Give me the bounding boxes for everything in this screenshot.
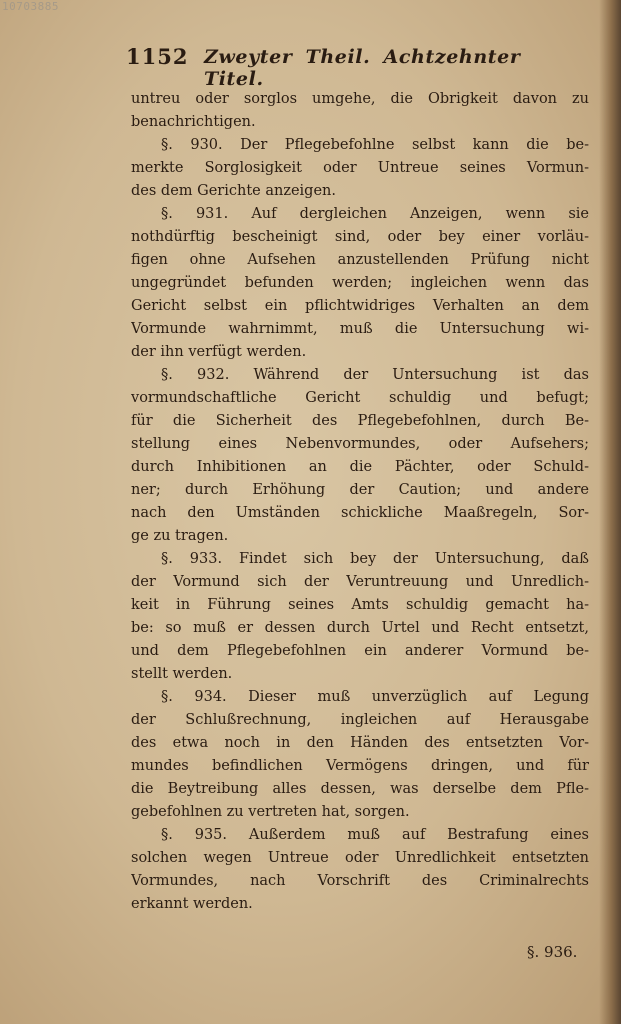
text-line: untreu oder sorglos umgehe, die Obrigkeit davon zu xyxy=(131,91,589,107)
page-header xyxy=(126,40,566,90)
page-edge-shadow xyxy=(599,0,621,1024)
text-line: des dem Gerichte anzeigen. xyxy=(131,183,336,199)
text-line: und dem Pflegebefohlnen ein anderer Vormund be- xyxy=(131,643,589,659)
text-line: nach den Umständen schickliche Maaßregeln, Sor- xyxy=(131,505,589,521)
text-line: keit in Führung seines Amts schuldig gemacht ha- xyxy=(131,597,589,613)
text-line: ner; durch Erhöhung der Caution; und andere xyxy=(131,482,589,498)
text-line: nothdürftig bescheinigt sind, oder bey einer vorläu- xyxy=(131,229,589,245)
text-line: merkte Sorglosigkeit oder Untreue seines Vormun- xyxy=(131,160,589,176)
paragraph-931-start: §. 931. Auf dergleichen Anzeigen, wenn sie xyxy=(161,206,589,222)
text-line: stellung eines Nebenvormundes, oder Aufsehers; xyxy=(131,436,589,452)
paragraph-933-start: §. 933. Findet sich bey der Untersuchung, daß xyxy=(161,551,589,567)
text-line: der ihn verfügt werden. xyxy=(131,344,307,360)
paragraph-930-start: §. 930. Der Pflegebefohlne selbst kann die be- xyxy=(161,137,589,153)
text-line: für die Sicherheit des Pflegebefohlnen, durch Be- xyxy=(131,413,589,429)
paragraph-932-start: §. 932. Während der Untersuchung ist das xyxy=(161,367,589,383)
text-line: Vormunde wahrnimmt, muß die Untersuchung wi- xyxy=(131,321,589,337)
text-line: durch Inhibitionen an die Pächter, oder Schuld- xyxy=(131,459,589,475)
text-line: des etwa noch in den Händen des entsetzten Vor- xyxy=(131,735,589,751)
running-head: Zweyter Theil. Achtzehnter Titel. xyxy=(204,46,521,90)
text-line: mundes befindlichen Vermögens dringen, und für xyxy=(131,758,589,774)
paragraph-935-start: §. 935. Außerdem muß auf Bestrafung eines xyxy=(161,827,589,843)
text-line: gebefohlnen zu vertreten hat, sorgen. xyxy=(131,804,410,820)
text-line: der Vormund sich der Veruntreuung und Unredlich- xyxy=(131,574,589,590)
text-line: ge zu tragen. xyxy=(131,528,229,544)
text-line: die Beytreibung alles dessen, was derselbe dem Pfle- xyxy=(131,781,589,797)
text-line: vormundschaftliche Gericht schuldig und befugt; xyxy=(131,390,589,406)
text-line: Gericht selbst ein pflichtwidriges Verhalten an dem xyxy=(131,298,589,314)
catchword: §. 936. xyxy=(527,943,578,961)
scan-id: 10703885 xyxy=(2,0,59,13)
text-line: ungegründet befunden werden; ingleichen wenn das xyxy=(131,275,589,291)
text-line: figen ohne Aufsehen anzustellenden Prüfung nicht xyxy=(131,252,589,268)
text-line: der Schlußrechnung, ingleichen auf Herausgabe xyxy=(131,712,589,728)
page-body xyxy=(131,88,589,916)
text-line: be: so muß er dessen durch Urtel und Recht entsetzt, xyxy=(131,620,589,636)
text-line: Vormundes, nach Vorschrift des Criminalrechts xyxy=(131,873,589,889)
text-line: benachrichtigen. xyxy=(131,114,256,130)
text-line: stellt werden. xyxy=(131,666,233,682)
page-number: 1152 xyxy=(126,44,189,69)
text-line: erkannt werden. xyxy=(131,896,253,912)
text-line: solchen wegen Untreue oder Unredlichkeit entsetzten xyxy=(131,850,589,866)
paragraph-934-start: §. 934. Dieser muß unverzüglich auf Legung xyxy=(161,689,589,705)
